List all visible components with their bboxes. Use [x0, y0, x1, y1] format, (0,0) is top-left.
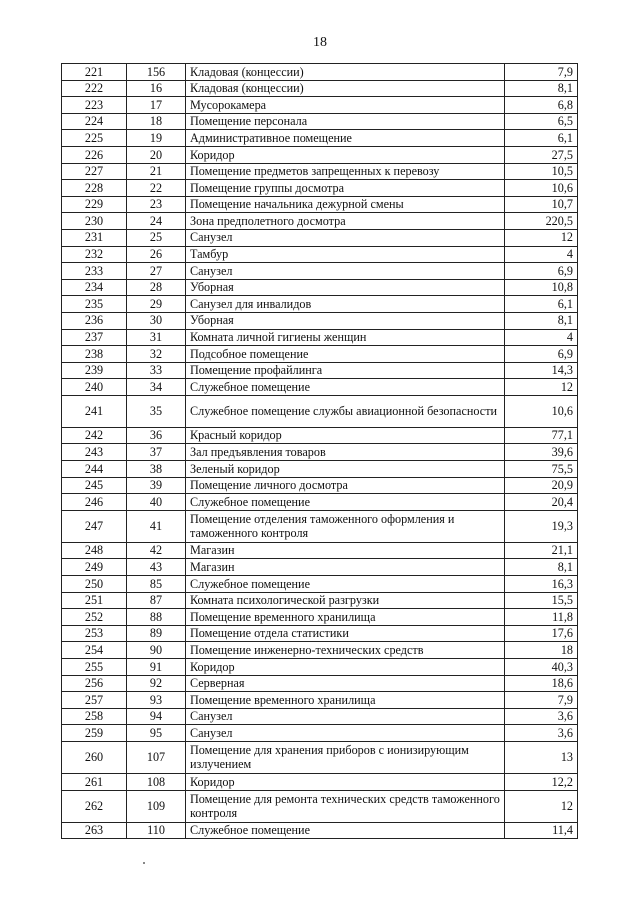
room-number-cell: 26 [127, 246, 186, 263]
room-number-cell: 34 [127, 379, 186, 396]
table-row [62, 790, 578, 822]
room-area-cell: 10,6 [505, 180, 578, 197]
room-number-cell: 93 [127, 692, 186, 709]
room-number-cell: 17 [127, 97, 186, 114]
room-name-cell: Красный коридор [186, 427, 505, 444]
table-row [62, 576, 578, 593]
room-name-cell: Санузел для инвалидов [186, 296, 505, 313]
row-index-cell: 240 [62, 379, 127, 396]
room-number-cell: 156 [127, 64, 186, 81]
room-number-cell: 16 [127, 80, 186, 97]
table-row [62, 312, 578, 329]
table-row [62, 213, 578, 230]
room-name-cell: Подсобное помещение [186, 346, 505, 363]
room-number-cell: 27 [127, 263, 186, 280]
room-name-cell: Комната психологической разгрузки [186, 592, 505, 609]
room-name-cell: Служебное помещение [186, 494, 505, 511]
table-row [62, 163, 578, 180]
row-index-cell: 252 [62, 609, 127, 626]
table-row [62, 263, 578, 280]
room-name-cell: Помещение временного хранилища [186, 609, 505, 626]
room-number-cell: 19 [127, 130, 186, 147]
table-row [62, 477, 578, 494]
table-row [62, 773, 578, 790]
room-name-cell: Помещение предметов запрещенных к перевозу [186, 163, 505, 180]
table-row [62, 395, 578, 427]
row-index-cell: 249 [62, 559, 127, 576]
row-index-cell: 225 [62, 130, 127, 147]
room-number-cell: 18 [127, 113, 186, 130]
row-index-cell: 245 [62, 477, 127, 494]
row-index-cell: 250 [62, 576, 127, 593]
table-row [62, 346, 578, 363]
row-index-cell: 239 [62, 362, 127, 379]
room-name-cell: Комната личной гигиены женщин [186, 329, 505, 346]
row-index-cell: 227 [62, 163, 127, 180]
room-name-cell: Служебное помещение [186, 822, 505, 839]
room-area-cell: 7,9 [505, 692, 578, 709]
table-row [62, 494, 578, 511]
room-area-cell: 16,3 [505, 576, 578, 593]
table-row [62, 708, 578, 725]
room-area-cell: 10,7 [505, 196, 578, 213]
table-row [62, 510, 578, 542]
row-index-cell: 244 [62, 461, 127, 478]
row-index-cell: 232 [62, 246, 127, 263]
room-number-cell: 90 [127, 642, 186, 659]
row-index-cell: 236 [62, 312, 127, 329]
table-row [62, 625, 578, 642]
table-row [62, 279, 578, 296]
room-name-cell: Помещение отделения таможенного оформления и таможенного контроля [186, 510, 505, 542]
room-area-cell: 6,9 [505, 263, 578, 280]
room-number-cell: 94 [127, 708, 186, 725]
row-index-cell: 233 [62, 263, 127, 280]
room-name-cell: Серверная [186, 675, 505, 692]
room-area-cell: 7,9 [505, 64, 578, 81]
room-area-cell: 17,6 [505, 625, 578, 642]
row-index-cell: 261 [62, 773, 127, 790]
row-index-cell: 258 [62, 708, 127, 725]
room-area-cell: 8,1 [505, 559, 578, 576]
table-row [62, 559, 578, 576]
table-row [62, 246, 578, 263]
room-area-cell: 39,6 [505, 444, 578, 461]
row-index-cell: 238 [62, 346, 127, 363]
table-row [62, 229, 578, 246]
room-name-cell: Помещение отдела статистики [186, 625, 505, 642]
room-area-cell: 21,1 [505, 542, 578, 559]
room-number-cell: 109 [127, 790, 186, 822]
row-index-cell: 231 [62, 229, 127, 246]
room-number-cell: 30 [127, 312, 186, 329]
table-row [62, 592, 578, 609]
room-name-cell: Коридор [186, 659, 505, 676]
room-name-cell: Помещение начальника дежурной смены [186, 196, 505, 213]
row-index-cell: 253 [62, 625, 127, 642]
row-index-cell: 242 [62, 427, 127, 444]
row-index-cell: 256 [62, 675, 127, 692]
room-area-cell: 10,5 [505, 163, 578, 180]
room-number-cell: 41 [127, 510, 186, 542]
table-row [62, 196, 578, 213]
table-row [62, 675, 578, 692]
room-area-cell: 12 [505, 790, 578, 822]
room-number-cell: 38 [127, 461, 186, 478]
room-number-cell: 92 [127, 675, 186, 692]
table-row [62, 113, 578, 130]
room-number-cell: 22 [127, 180, 186, 197]
room-area-cell: 4 [505, 329, 578, 346]
row-index-cell: 223 [62, 97, 127, 114]
room-name-cell: Служебное помещение [186, 379, 505, 396]
room-name-cell: Санузел [186, 725, 505, 742]
row-index-cell: 251 [62, 592, 127, 609]
row-index-cell: 241 [62, 395, 127, 427]
room-number-cell: 43 [127, 559, 186, 576]
room-name-cell: Мусорокамера [186, 97, 505, 114]
table-row [62, 659, 578, 676]
room-area-cell: 14,3 [505, 362, 578, 379]
room-number-cell: 28 [127, 279, 186, 296]
room-area-cell: 220,5 [505, 213, 578, 230]
room-name-cell: Кладовая (концессии) [186, 80, 505, 97]
table-row [62, 427, 578, 444]
room-name-cell: Тамбур [186, 246, 505, 263]
room-area-cell: 11,8 [505, 609, 578, 626]
room-area-cell: 13 [505, 741, 578, 773]
room-area-cell: 3,6 [505, 708, 578, 725]
row-index-cell: 262 [62, 790, 127, 822]
rooms-table-body [62, 64, 578, 839]
room-area-cell: 6,5 [505, 113, 578, 130]
row-index-cell: 260 [62, 741, 127, 773]
table-row [62, 97, 578, 114]
table-row [62, 444, 578, 461]
room-number-cell: 42 [127, 542, 186, 559]
table-row [62, 362, 578, 379]
table-row [62, 461, 578, 478]
room-number-cell: 37 [127, 444, 186, 461]
room-name-cell: Служебное помещение службы авиационной безопасности [186, 395, 505, 427]
room-number-cell: 39 [127, 477, 186, 494]
row-index-cell: 224 [62, 113, 127, 130]
room-area-cell: 15,5 [505, 592, 578, 609]
room-name-cell: Уборная [186, 279, 505, 296]
room-name-cell: Санузел [186, 263, 505, 280]
room-area-cell: 8,1 [505, 312, 578, 329]
room-area-cell: 75,5 [505, 461, 578, 478]
room-area-cell: 10,8 [505, 279, 578, 296]
room-name-cell: Коридор [186, 146, 505, 163]
room-number-cell: 23 [127, 196, 186, 213]
table-row [62, 296, 578, 313]
room-number-cell: 85 [127, 576, 186, 593]
room-number-cell: 24 [127, 213, 186, 230]
room-name-cell: Помещение инженерно-технических средств [186, 642, 505, 659]
room-area-cell: 6,9 [505, 346, 578, 363]
row-index-cell: 248 [62, 542, 127, 559]
row-index-cell: 257 [62, 692, 127, 709]
room-number-cell: 91 [127, 659, 186, 676]
row-index-cell: 235 [62, 296, 127, 313]
row-index-cell: 221 [62, 64, 127, 81]
room-name-cell: Помещение для ремонта технических средств таможенного контроля [186, 790, 505, 822]
room-area-cell: 6,1 [505, 130, 578, 147]
room-name-cell: Уборная [186, 312, 505, 329]
row-index-cell: 229 [62, 196, 127, 213]
room-number-cell: 95 [127, 725, 186, 742]
room-name-cell: Зал предъявления товаров [186, 444, 505, 461]
scan-speck [143, 862, 145, 864]
table-row [62, 609, 578, 626]
room-area-cell: 10,6 [505, 395, 578, 427]
room-number-cell: 25 [127, 229, 186, 246]
room-area-cell: 18,6 [505, 675, 578, 692]
room-name-cell: Помещение временного хранилища [186, 692, 505, 709]
room-number-cell: 21 [127, 163, 186, 180]
room-area-cell: 12,2 [505, 773, 578, 790]
room-name-cell: Помещение персонала [186, 113, 505, 130]
room-number-cell: 40 [127, 494, 186, 511]
room-area-cell: 40,3 [505, 659, 578, 676]
table-row [62, 64, 578, 81]
room-name-cell: Административное помещение [186, 130, 505, 147]
rooms-table [61, 63, 578, 839]
room-number-cell: 29 [127, 296, 186, 313]
room-name-cell: Магазин [186, 542, 505, 559]
room-name-cell: Служебное помещение [186, 576, 505, 593]
room-name-cell: Санузел [186, 708, 505, 725]
row-index-cell: 259 [62, 725, 127, 742]
room-area-cell: 12 [505, 379, 578, 396]
table-row [62, 642, 578, 659]
room-number-cell: 31 [127, 329, 186, 346]
page-number: 18 [313, 35, 327, 50]
room-area-cell: 6,8 [505, 97, 578, 114]
room-number-cell: 35 [127, 395, 186, 427]
table-row [62, 692, 578, 709]
room-number-cell: 20 [127, 146, 186, 163]
room-name-cell: Санузел [186, 229, 505, 246]
room-number-cell: 36 [127, 427, 186, 444]
room-area-cell: 20,4 [505, 494, 578, 511]
row-index-cell: 228 [62, 180, 127, 197]
room-area-cell: 6,1 [505, 296, 578, 313]
room-name-cell: Помещение личного досмотра [186, 477, 505, 494]
table-row [62, 130, 578, 147]
room-name-cell: Коридор [186, 773, 505, 790]
room-area-cell: 4 [505, 246, 578, 263]
row-index-cell: 263 [62, 822, 127, 839]
table-row [62, 725, 578, 742]
room-number-cell: 33 [127, 362, 186, 379]
row-index-cell: 255 [62, 659, 127, 676]
room-name-cell: Помещение профайлинга [186, 362, 505, 379]
row-index-cell: 237 [62, 329, 127, 346]
room-area-cell: 27,5 [505, 146, 578, 163]
room-name-cell: Зеленый коридор [186, 461, 505, 478]
room-number-cell: 32 [127, 346, 186, 363]
room-area-cell: 18 [505, 642, 578, 659]
room-number-cell: 107 [127, 741, 186, 773]
room-number-cell: 89 [127, 625, 186, 642]
table-row [62, 80, 578, 97]
room-area-cell: 20,9 [505, 477, 578, 494]
room-area-cell: 77,1 [505, 427, 578, 444]
room-area-cell: 12 [505, 229, 578, 246]
room-number-cell: 110 [127, 822, 186, 839]
table-row [62, 146, 578, 163]
room-name-cell: Помещение для хранения приборов с ионизирующим излучением [186, 741, 505, 773]
row-index-cell: 246 [62, 494, 127, 511]
row-index-cell: 247 [62, 510, 127, 542]
table-row [62, 741, 578, 773]
room-name-cell: Помещение группы досмотра [186, 180, 505, 197]
room-number-cell: 87 [127, 592, 186, 609]
row-index-cell: 254 [62, 642, 127, 659]
room-name-cell: Магазин [186, 559, 505, 576]
room-area-cell: 11,4 [505, 822, 578, 839]
row-index-cell: 222 [62, 80, 127, 97]
table-row [62, 542, 578, 559]
table-row [62, 329, 578, 346]
table-row [62, 180, 578, 197]
row-index-cell: 234 [62, 279, 127, 296]
row-index-cell: 230 [62, 213, 127, 230]
table-row [62, 822, 578, 839]
room-area-cell: 3,6 [505, 725, 578, 742]
row-index-cell: 226 [62, 146, 127, 163]
room-area-cell: 8,1 [505, 80, 578, 97]
room-area-cell: 19,3 [505, 510, 578, 542]
room-number-cell: 108 [127, 773, 186, 790]
table-row [62, 379, 578, 396]
room-name-cell: Кладовая (концессии) [186, 64, 505, 81]
room-name-cell: Зона предполетного досмотра [186, 213, 505, 230]
room-number-cell: 88 [127, 609, 186, 626]
row-index-cell: 243 [62, 444, 127, 461]
